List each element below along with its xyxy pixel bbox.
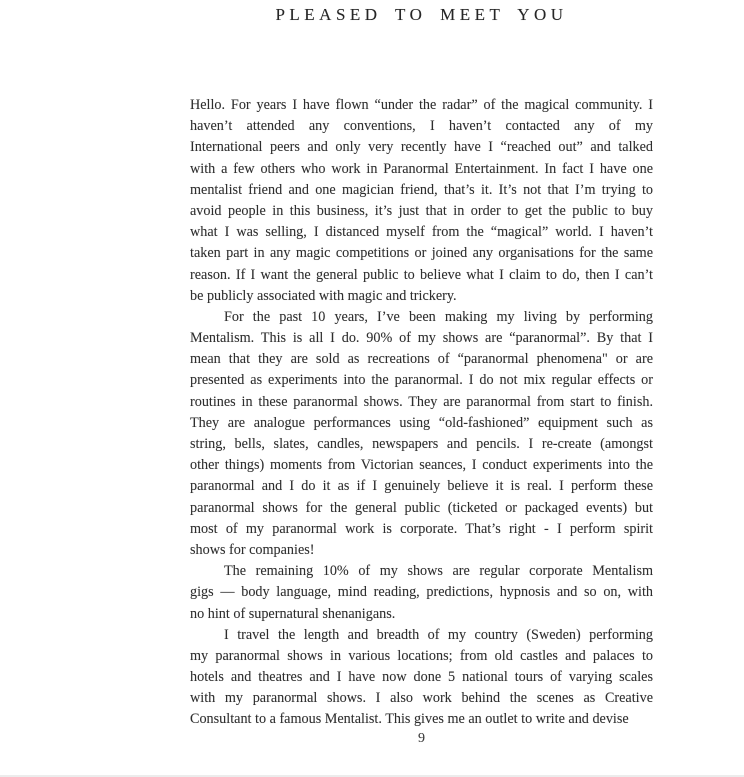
page-number: 9 (418, 731, 425, 746)
text-line: with my paranormal shows. I also work behind the scenes as Creative (190, 690, 653, 707)
text-line: haven’t attended any conventions, I haven’t contacted any of my (190, 118, 653, 135)
content-column (190, 0, 653, 777)
text-line: most of my paranormal work is corporate. That’s right - I perform spirit (190, 520, 653, 537)
text-line: mean that they are sold as recreations of “paranormal phenomena" or are (190, 351, 653, 368)
text-line: paranormal shows for the general public (ticketed or packaged events) but (190, 499, 653, 516)
text-line: no hint of supernatural shenanigans. (190, 605, 396, 622)
text-line: string, bells, slates, candles, newspapers and pencils. I re-create (amongst (190, 436, 653, 452)
text-line: gigs — body language, mind reading, predictions, hypnosis and so on, with (190, 584, 653, 601)
text-line: International peers and only very recently have I “reached out” and talked (190, 139, 653, 156)
text-line: Mentalism. This is all I do. 90% of my shows are “paranormal”. By that I (190, 330, 653, 347)
text-line: taken part in any magic competitions or joined any organisations for the same (190, 245, 653, 262)
page-title: PLEASED TO MEET YOU (275, 5, 568, 24)
text-line: I travel the length and breadth of my country (Sweden) performing (224, 626, 653, 643)
text-line: avoid people in this business, it’s just that in order to get the public to buy (190, 202, 653, 219)
text-line: other things) moments from Victorian seances, I conduct experiments into the (190, 457, 653, 474)
text-line: shows for companies! (190, 541, 315, 558)
text-line: routines in these paranormal shows. They are paranormal from start to finish. (190, 393, 653, 410)
text-line: be publicly associated with magic and trickery. (190, 287, 457, 304)
text-line: mentalist friend and one magician friend, that’s it. It’s not that I’m trying to (190, 181, 653, 198)
text-line: Consultant to a famous Mentalist. This gives me an outlet to write and devise (190, 711, 629, 728)
text-line: paranormal and I do it as if I genuinely believe it is real. I perform these (190, 478, 653, 495)
text-line: Hello. For years I have flown “under the radar” of the magical community. I (190, 97, 653, 113)
text-line: presented as experiments into the paranormal. I do not mix regular effects or (190, 372, 653, 389)
text-line: my paranormal shows in various locations; from old castles and palaces to (190, 647, 653, 664)
body-text (190, 95, 653, 731)
text-line: what I was selling, I distanced myself from the “magical” world. I haven’t (190, 224, 653, 241)
text-line: with a few others who work in Paranormal Entertainment. In fact I have one (190, 160, 653, 177)
text-line: hotels and theatres and I have now done 5 national tours of varying scales (190, 669, 653, 686)
text-line: The remaining 10% of my shows are regular corporate Mentalism (224, 563, 653, 580)
text-line: They are analogue performances using “old-fashioned” equipment such as (190, 414, 653, 431)
text-line: reason. If I want the general public to believe what I claim to do, then I can’t (190, 266, 653, 283)
text-line: For the past 10 years, I’ve been making my living by performing (224, 308, 653, 325)
